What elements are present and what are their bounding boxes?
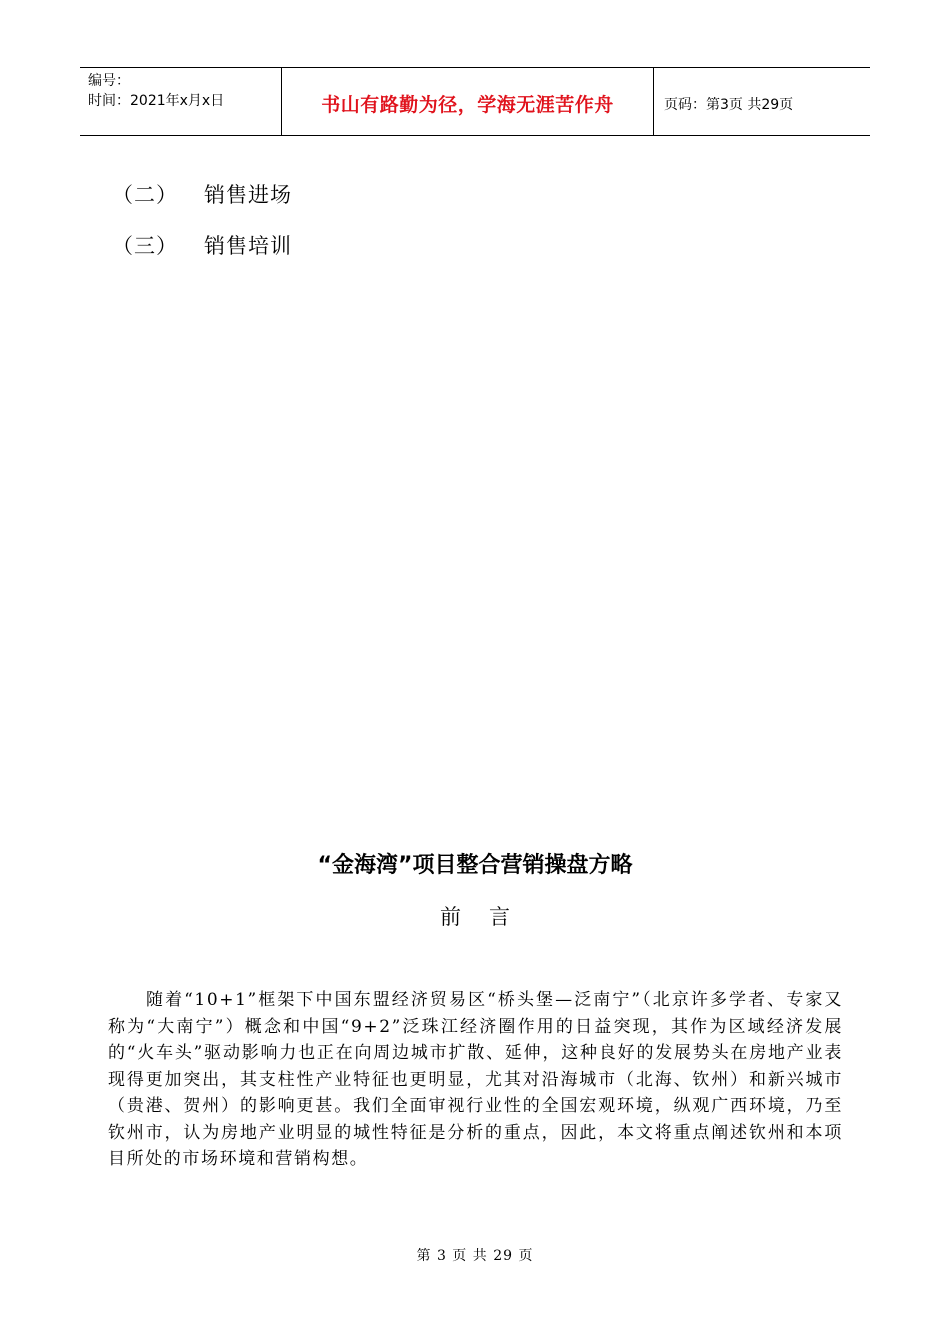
toc-item-text: 销售培训 bbox=[204, 234, 292, 258]
header-motto: 书山有路勤为径，学海无涯苦作舟 bbox=[282, 68, 654, 135]
page-header bbox=[80, 67, 870, 136]
toc-item bbox=[112, 179, 292, 209]
document-date-label: 时间：2021年x月x日 bbox=[88, 93, 225, 109]
page-footer: 第 3 页 共 29 页 bbox=[416, 1248, 534, 1264]
header-page-label: 页码：第3页 共29页 bbox=[664, 96, 794, 113]
document-number-label: 编号： bbox=[88, 73, 130, 89]
toc-item-number: （三） bbox=[112, 234, 178, 258]
body-paragraph: 随着“10+1”框架下中国东盟经济贸易区“桥头堡—泛南宁”（北京许多学者、专家又称为“大南宁”）概念和中国“9+2”泛珠江经济圈作用的日益突现，其作为区域经济发展的“火车头”驱动影响力也正在向周边城市扩散、延伸，这种良好的发展势头在房地产业表现得更加突出，其支柱性产业特征也更明显，尤其对沿海城市（北海、钦州）和新兴城市（贵港、贺州）的影响更甚。我们全面审视行业性的全国宏观环境，纵观广西环境，乃至钦州市，认为房地产业明显的城性特征是分析的重点，因此，本文将重点阐述钦州和本项目所处的市场环境和营销构想。 bbox=[108, 990, 843, 1169]
toc-item-text: 销售进场 bbox=[204, 183, 292, 207]
toc-item bbox=[112, 230, 292, 260]
header-meta bbox=[80, 68, 282, 135]
toc-item-number: （二） bbox=[112, 183, 178, 207]
section-heading: 前言 bbox=[440, 905, 538, 929]
document-title: “金海湾”项目整合营销操盘方略 bbox=[317, 853, 633, 878]
